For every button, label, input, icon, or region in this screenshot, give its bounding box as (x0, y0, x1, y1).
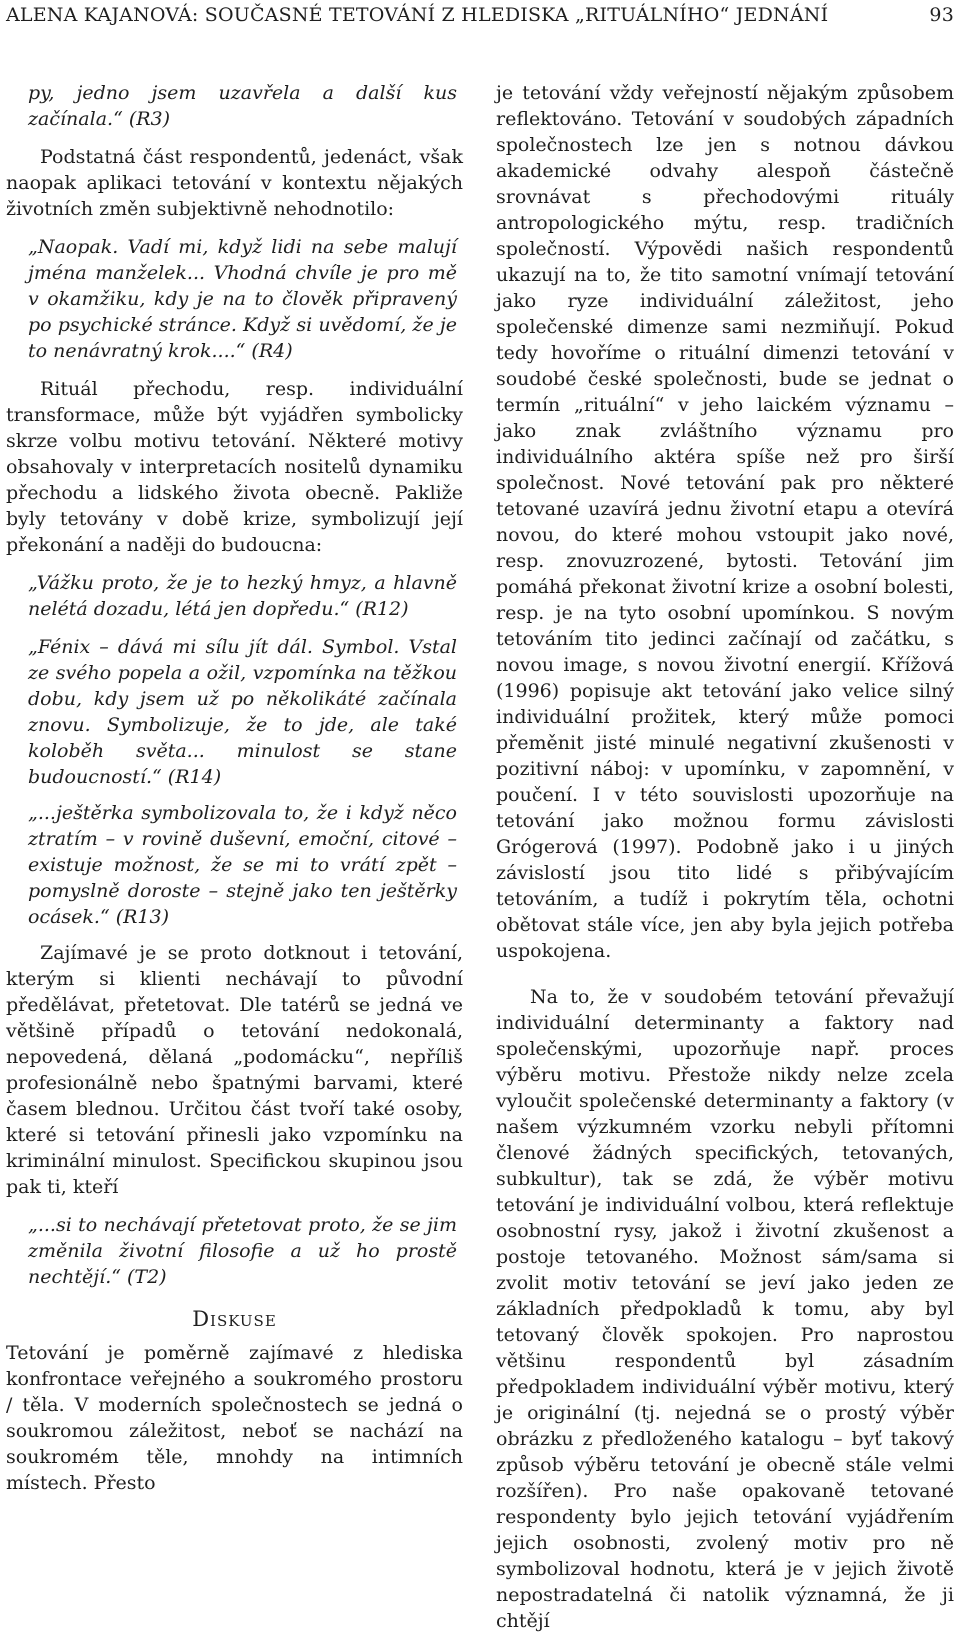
page-number: 93 (929, 4, 954, 26)
quote-r12: „Vážku proto, že je to hezký hmyz, a hlavně nelétá dozadu, létá jen dopředu.“ (R12) (28, 572, 457, 620)
quote-r14: „Fénix – dává mi sílu jít dál. Symbol. Vstal ze svého popela a ožil, vzpomínka na těžkou dobu, kdy jsem už po několikáté začínala znovu. Symbolizuje, že to jde, ale také koloběh světa... minulost se stane budoucností.“ (R14) (28, 636, 457, 788)
left-column (6, 80, 463, 1496)
paragraph: Tetování je poměrně zajímavé z hlediska konfrontace veřejného a soukromého prostoru / těla. V moderních společnostech se jedná o soukromou záležitost, neboť se nachází na soukromém těle, mnohdy na intimních místech. Přesto (6, 1342, 463, 1494)
quote-t2: „...si to nechávají přetetovat proto, že se jim změnila životní filosofie a už ho prostě nechtějí.“ (T2) (28, 1214, 457, 1288)
paragraph: je tetování vždy veřejností nějakým způsobem reflektováno. Tetování v soudobých západních společnostech lze jen s notnou dávkou akademické odvahy alespoň částečně srovnávat s přechodovými rituály antropologického mýtu, resp. tradičních společností. Výpovědi našich respondentů ukazují na to, že tito samotní vnímají tetování jako ryze individuální záležitost, jeho společenské dimenze sami nezmiňují. Pokud tedy hovoříme o rituální dimenzi tetování v soudobé české společnosti, bude se jednat o termín „rituální“ v jeho laickém významu – jako znak zvláštního významu pro individuálního aktéra spíše než pro širší společnost. Nové tetování pak pro některé tetované uzavírá jednu životní etapu a otevírá novou, do které mohou vstoupit jako nové, resp. znovuzrozené, bytosti. Tetování jim pomáhá překonat životní krize a osobní bolesti, resp. je na tyto osobní upomínkou. S novým tetováním tito jedinci začínají od začátku, s novou image, s novou životní energií. Křížová (1996) popisuje akt tetování jako velice silný individuální prožitek, který může pomoci přeměnit jisté minulé negativní zkušenosti v pozitivní náboj: v upomínku, v zapomnění, v poučení. I v této souvislosti upozorňuje na tetování jako možnou formu závislosti Grógerová (1997). Podobně jako i u jiných závislostí jsou tito lidé s přibývajícím tetováním, a tudíž i pokrytím těla, ochotni obětovat stále více, jen aby byla jejich potřeba uspokojena. (496, 82, 954, 962)
paragraph: Rituál přechodu, resp. individuální transformace, může být vyjádřen symbolicky skrze volbu motivu tetování. Některé motivy obsahovaly v interpretacích nositelů dynamiku přechodu a lidského života obecně. Pakliže byly tetovány v době krize, symbolizují její překonání a naději do budoucna: (6, 378, 463, 556)
running-header (6, 4, 954, 30)
running-title: ALENA KAJANOVÁ: SOUČASNÉ TETOVÁNÍ Z HLEDISKA „RITUÁLNÍHO“ JEDNÁNÍ (6, 4, 829, 26)
paragraph: Podstatná část respondentů, jedenáct, však naopak aplikaci tetování v kontextu nějakých životních změn subjektivně nehodnotilo: (6, 146, 463, 220)
paragraph: Na to, že v soudobém tetování převažují individuální determinanty a faktory nad společenskými, upozorňuje např. proces výběru motivu. Přestože nikdy nelze zcela vyloučit společenské determinanty a faktory (v našem výzkumném vzorku nebyli přítomni členové žádných specifických, tetovaných, subkultur), tak se zdá, že výběr motivu tetování je individuální volbou, která reflektuje osobnostní rysy, jakož i životní zkušenost a postoje tetovaného. Možnost sám/sama si zvolit motiv tetování se jeví jako jeden ze základních předpokladů k tomu, aby byl tetovaný člověk spokojen. Pro naprostou většinu respondentů byl zásadním předpokladem individuální výběr motivu, který je originální (tj. nejedná se o prostý výběr obrázku z předloženého katalogu – byť takový způsob výběru tetování je obecně stále velmi rozšířen). Pro naše opakovaně tetované respondenty bylo jejich tetování vyjádřením jejich osobnosti, zvolený motiv pro ně symbolizoval hodnotu, která je v jejich životě nepostradatelná či natolik významná, že ji chtějí (496, 986, 954, 1632)
quote-r13: „...ještěrka symbolizovala to, že i když něco ztratím – v rovině duševní, emoční, citové – existuje možnost, že se mi to vrátí zpět – pomyslně doroste – stejně jako ten ještěrky ocásek.“ (R13) (28, 802, 457, 928)
quote-r4: „Naopak. Vadí mi, když lidi na sebe malují jména manželek... Vhodná chvíle je pro mě v okamžiku, kdy je na to člověk připravený po psychické stránce. Když si uvědomí, že je to nenávratný krok....“ (R4) (28, 236, 457, 362)
section-heading: Diskuse (192, 1307, 277, 1331)
quote-r3-tail: py, jedno jsem uzavřela a další kus začínala.“ (R3) (28, 82, 457, 130)
paragraph: Zajímavé je se proto dotknout i tetování, kterým si klienti nechávají to původní předělávat, přetetovat. Dle tatérů se jedná ve většině případů o tetování nedokonalá, nepovedená, dělaná „podomácku“, nepříliš profesionálně nebo špatnými barvami, které časem blednou. Určitou část tvoří také osoby, které si tetování přinesli jako vzpomínku na kriminální minulost. Specifickou skupinou jsou pak ti, kteří (6, 942, 463, 1198)
right-column (496, 80, 954, 1634)
